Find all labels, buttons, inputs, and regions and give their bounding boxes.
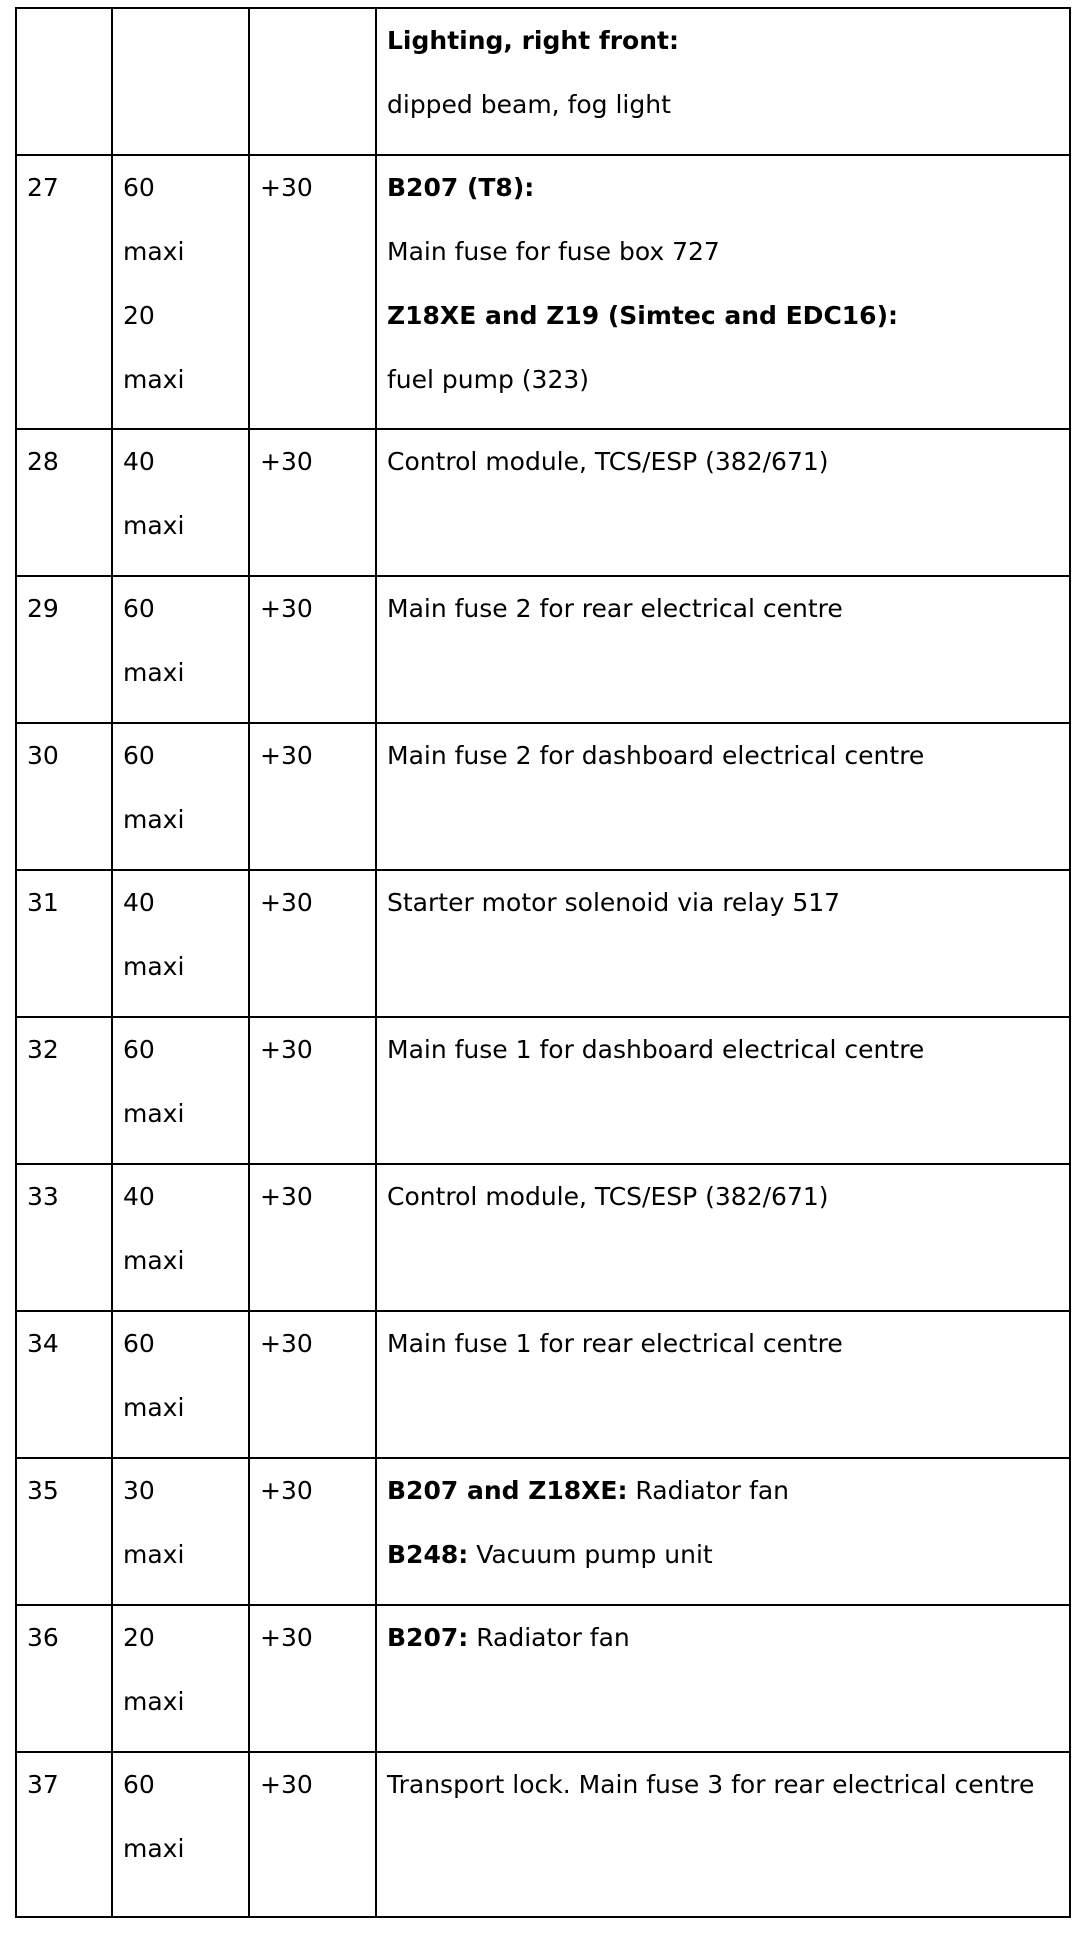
terminal-cell (249, 870, 376, 1017)
table-row (16, 576, 1070, 723)
fuse-rating-line: 60 (123, 173, 155, 202)
description-line (387, 887, 1059, 919)
table-row (16, 870, 1070, 1017)
fuse-number-cell (16, 155, 112, 429)
fuse-rating-line: 60 (123, 1329, 155, 1358)
fuse-rating-line: maxi (123, 1099, 185, 1128)
fuse-rating-cell (112, 1164, 249, 1311)
fuse-number: 33 (27, 1182, 59, 1211)
description-cell (376, 576, 1070, 723)
description-cell (376, 429, 1070, 576)
description-text: Radiator fan (468, 1623, 630, 1652)
table-row (16, 1605, 1070, 1752)
fuse-number-cell (16, 576, 112, 723)
description-cell (376, 1458, 1070, 1605)
fuse-number-cell (16, 429, 112, 576)
fuse-number-cell (16, 723, 112, 870)
terminal-value: +30 (260, 1770, 313, 1799)
description-line (387, 1181, 1059, 1213)
fuse-number: 37 (27, 1770, 59, 1799)
description-cell (376, 8, 1070, 155)
terminal-cell (249, 1752, 376, 1917)
fuse-number: 32 (27, 1035, 59, 1064)
terminal-cell (249, 1605, 376, 1752)
description-line (387, 1328, 1059, 1360)
description-line (387, 1622, 1059, 1654)
description-cell (376, 1605, 1070, 1752)
fuse-number: 36 (27, 1623, 59, 1652)
description-bold: B207 and Z18XE: (387, 1476, 628, 1505)
fuse-number-cell (16, 1017, 112, 1164)
fuse-table-body (16, 8, 1070, 1917)
fuse-number: 31 (27, 888, 59, 917)
table-row (16, 155, 1070, 429)
description-cell (376, 870, 1070, 1017)
terminal-value: +30 (260, 1476, 313, 1505)
description-cell (376, 1311, 1070, 1458)
description-text: Main fuse 2 for rear electrical centre (387, 594, 843, 623)
fuse-rating-line: 20 (123, 301, 155, 330)
fuse-rating-cell (112, 723, 249, 870)
description-cell (376, 1164, 1070, 1311)
fuse-number: 30 (27, 741, 59, 770)
fuse-rating-line: maxi (123, 511, 185, 540)
description-line (387, 1539, 1059, 1571)
description-line (387, 236, 1059, 268)
fuse-number: 27 (27, 173, 59, 202)
fuse-rating-cell (112, 1311, 249, 1458)
fuse-number-cell (16, 1311, 112, 1458)
description-text: Main fuse 1 for rear electrical centre (387, 1329, 843, 1358)
fuse-rating-line: maxi (123, 1687, 185, 1716)
fuse-number: 28 (27, 447, 59, 476)
fuse-rating-line: maxi (123, 1540, 185, 1569)
description-text: Main fuse for fuse box 727 (387, 237, 720, 266)
table-row (16, 1017, 1070, 1164)
fuse-rating-line: maxi (123, 1393, 185, 1422)
description-bold: Lighting, right front: (387, 26, 679, 55)
terminal-cell (249, 1458, 376, 1605)
description-text: Control module, TCS/ESP (382/671) (387, 447, 829, 476)
table-row (16, 723, 1070, 870)
fuse-number-cell (16, 8, 112, 155)
terminal-value: +30 (260, 1035, 313, 1064)
fuse-rating-line: 60 (123, 1770, 155, 1799)
description-text: Starter motor solenoid via relay 517 (387, 888, 841, 917)
terminal-value: +30 (260, 594, 313, 623)
description-line (387, 446, 1059, 478)
description-line (387, 1475, 1059, 1507)
terminal-cell (249, 576, 376, 723)
fuse-number: 29 (27, 594, 59, 623)
terminal-cell (249, 723, 376, 870)
fuse-rating-line: 40 (123, 888, 155, 917)
terminal-cell (249, 1017, 376, 1164)
table-row (16, 8, 1070, 155)
terminal-value: +30 (260, 447, 313, 476)
fuse-rating-cell (112, 870, 249, 1017)
terminal-value: +30 (260, 1329, 313, 1358)
terminal-cell (249, 155, 376, 429)
table-row (16, 1752, 1070, 1917)
fuse-rating-line: 20 (123, 1623, 155, 1652)
fuse-number-cell (16, 1458, 112, 1605)
description-line (387, 1769, 1059, 1801)
fuse-rating-line: maxi (123, 658, 185, 687)
fuse-rating-line: 60 (123, 594, 155, 623)
description-cell (376, 1017, 1070, 1164)
description-text: Vacuum pump unit (468, 1540, 713, 1569)
fuse-rating-line: maxi (123, 1834, 185, 1863)
fuse-rating-line: maxi (123, 365, 185, 394)
fuse-rating-line: 60 (123, 1035, 155, 1064)
description-line (387, 89, 1059, 121)
fuse-rating-cell (112, 576, 249, 723)
fuse-rating-line: maxi (123, 1246, 185, 1275)
fuse-number: 34 (27, 1329, 59, 1358)
description-cell (376, 723, 1070, 870)
description-text: Main fuse 1 for dashboard electrical centre (387, 1035, 925, 1064)
fuse-number-cell (16, 1164, 112, 1311)
fuse-rating-line: 60 (123, 741, 155, 770)
description-line (387, 364, 1059, 396)
terminal-value: +30 (260, 173, 313, 202)
fuse-number-cell (16, 1605, 112, 1752)
table-row (16, 429, 1070, 576)
description-line (387, 1034, 1059, 1066)
terminal-cell (249, 1311, 376, 1458)
description-text: fuel pump (323) (387, 365, 590, 394)
description-cell (376, 155, 1070, 429)
terminal-value: +30 (260, 1623, 313, 1652)
description-bold: Z18XE and Z19 (Simtec and EDC16): (387, 301, 898, 330)
fuse-number: 35 (27, 1476, 59, 1505)
description-text: Main fuse 2 for dashboard electrical centre (387, 741, 925, 770)
description-bold: B207: (387, 1623, 469, 1652)
fuse-rating-line: 40 (123, 447, 155, 476)
description-bold: B248: (387, 1540, 469, 1569)
fuse-rating-line: 30 (123, 1476, 155, 1505)
fuse-number-cell (16, 870, 112, 1017)
fuse-table (15, 7, 1071, 1918)
fuse-number-cell (16, 1752, 112, 1917)
fuse-rating-cell (112, 429, 249, 576)
terminal-value: +30 (260, 888, 313, 917)
description-bold: B207 (T8): (387, 173, 535, 202)
fuse-rating-cell (112, 1605, 249, 1752)
table-row (16, 1164, 1070, 1311)
terminal-value: +30 (260, 741, 313, 770)
fuse-rating-cell (112, 8, 249, 155)
fuse-rating-cell (112, 1458, 249, 1605)
description-line (387, 172, 1059, 204)
description-text: Transport lock. Main fuse 3 for rear electrical centre (387, 1770, 1035, 1799)
terminal-value: +30 (260, 1182, 313, 1211)
fuse-rating-line: maxi (123, 805, 185, 834)
description-text: Control module, TCS/ESP (382/671) (387, 1182, 829, 1211)
fuse-rating-cell (112, 1017, 249, 1164)
description-cell (376, 1752, 1070, 1917)
fuse-rating-line: maxi (123, 237, 185, 266)
fuse-rating-cell (112, 155, 249, 429)
fuse-rating-line: maxi (123, 952, 185, 981)
table-row (16, 1458, 1070, 1605)
description-line (387, 740, 1059, 772)
table-row (16, 1311, 1070, 1458)
fuse-rating-cell (112, 1752, 249, 1917)
description-line (387, 593, 1059, 625)
description-text: dipped beam, fog light (387, 90, 671, 119)
terminal-cell (249, 1164, 376, 1311)
description-text: Radiator fan (627, 1476, 789, 1505)
terminal-cell (249, 429, 376, 576)
terminal-cell (249, 8, 376, 155)
description-line (387, 25, 1059, 57)
fuse-rating-line: 40 (123, 1182, 155, 1211)
description-line (387, 300, 1059, 332)
